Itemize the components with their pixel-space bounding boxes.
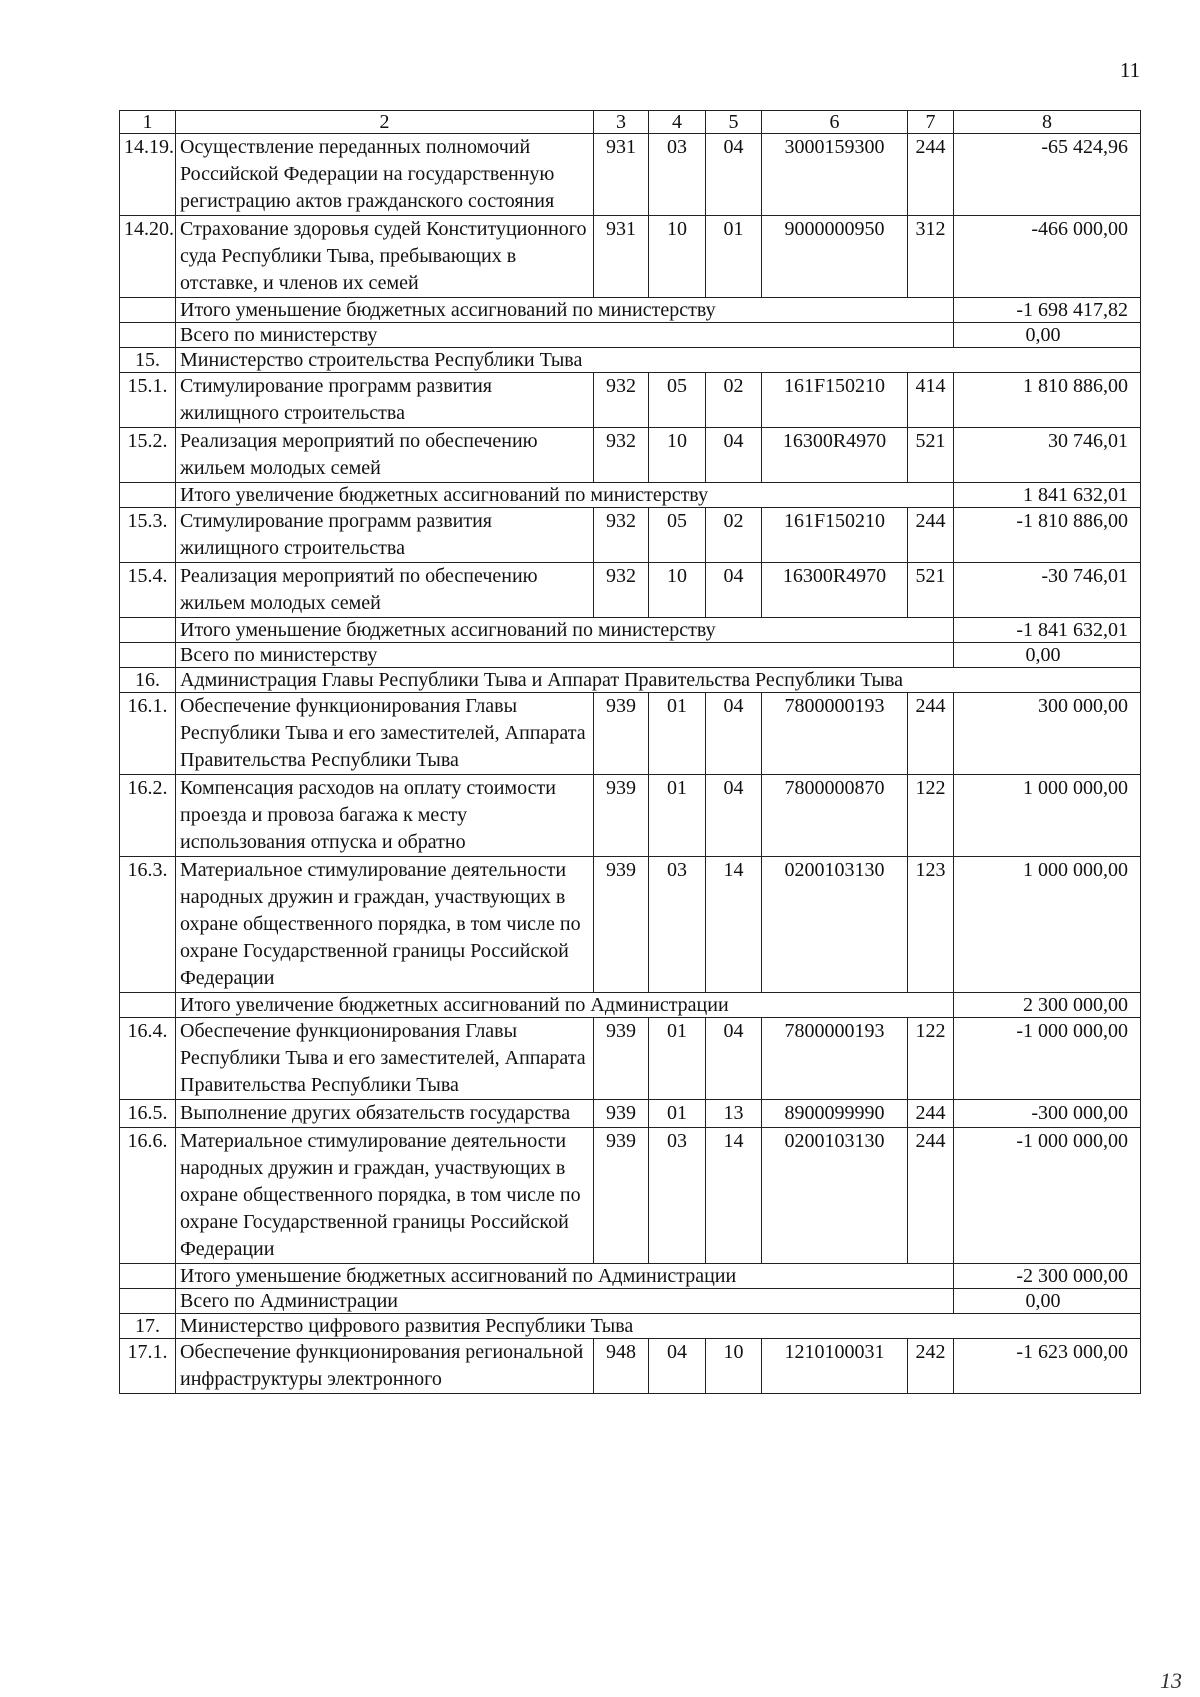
- section-number: 15.: [120, 348, 176, 373]
- table-row: [120, 1339, 1141, 1394]
- table-row: [120, 857, 1141, 993]
- row-code-4: 03: [649, 1128, 706, 1264]
- section-row: [120, 668, 1141, 693]
- row-code-3: 939: [594, 693, 649, 775]
- row-code-4: 01: [649, 693, 706, 775]
- summary-amount: 1 841 632,01: [954, 483, 1141, 508]
- row-amount: -1 000 000,00: [954, 1018, 1141, 1100]
- row-description: Стимулирование программ развития жилищного строительства: [176, 508, 594, 563]
- row-description: Стимулирование программ развития жилищного строительства: [176, 373, 594, 428]
- row-number: [120, 643, 176, 668]
- row-code-5: 02: [706, 373, 762, 428]
- header-cell: 2: [176, 111, 594, 134]
- table-row: [120, 1018, 1141, 1100]
- row-description: Обеспечение функционирования Главы Республики Тыва и его заместителей, Аппарата Правительства Республики Тыва: [176, 693, 594, 775]
- table-row: [120, 373, 1141, 428]
- table-row: [120, 775, 1141, 857]
- row-description: Материальное стимулирование деятельности народных дружин и граждан, участвующих в охране общественного порядка, в том числе по охране Государственной границы Российской Федерации: [176, 1128, 594, 1264]
- section-row: [120, 348, 1141, 373]
- summary-label: Итого увеличение бюджетных ассигнований по Администрации: [176, 993, 954, 1018]
- header-cell: 8: [954, 111, 1141, 134]
- row-code-6: 1210100031: [762, 1339, 908, 1394]
- row-number: 15.3.: [120, 508, 176, 563]
- row-amount: 1 000 000,00: [954, 857, 1141, 993]
- row-code-3: 939: [594, 1128, 649, 1264]
- row-code-7: 521: [908, 563, 954, 618]
- row-amount: -466 000,00: [954, 216, 1141, 298]
- row-code-3: 932: [594, 428, 649, 483]
- row-number: 17.1.: [120, 1339, 176, 1394]
- row-amount: -300 000,00: [954, 1100, 1141, 1128]
- section-number: 17.: [120, 1314, 176, 1339]
- row-code-5: 04: [706, 134, 762, 216]
- row-code-6: 161F150210: [762, 373, 908, 428]
- section-title: Министерство строительства Республики Тыва: [176, 348, 1141, 373]
- row-code-6: 7800000193: [762, 693, 908, 775]
- table-row: [120, 563, 1141, 618]
- row-code-7: 244: [908, 134, 954, 216]
- row-code-6: 9000000950: [762, 216, 908, 298]
- row-code-3: 939: [594, 857, 649, 993]
- row-code-6: 8900099990: [762, 1100, 908, 1128]
- row-amount: 1 000 000,00: [954, 775, 1141, 857]
- header-cell: 3: [594, 111, 649, 134]
- row-code-4: 10: [649, 563, 706, 618]
- row-amount: -1 623 000,00: [954, 1339, 1141, 1394]
- summary-label: Итого увеличение бюджетных ассигнований по министерству: [176, 483, 954, 508]
- row-description: Осуществление переданных полномочий Российской Федерации на государственную регистрацию актов гражданского состояния: [176, 134, 594, 216]
- header-cell: 4: [649, 111, 706, 134]
- row-code-3: 932: [594, 563, 649, 618]
- row-description: Компенсация расходов на оплату стоимости проезда и провоза багажа к месту использования отпуска и обратно: [176, 775, 594, 857]
- row-code-5: 04: [706, 563, 762, 618]
- row-code-3: 939: [594, 1018, 649, 1100]
- summary-row: [120, 298, 1141, 323]
- row-code-4: 01: [649, 1100, 706, 1128]
- table-row: [120, 216, 1141, 298]
- header-cell: 6: [762, 111, 908, 134]
- row-number: 16.6.: [120, 1128, 176, 1264]
- row-code-7: 122: [908, 1018, 954, 1100]
- header-cell: 5: [706, 111, 762, 134]
- row-code-3: 939: [594, 1100, 649, 1128]
- row-description: Реализация мероприятий по обеспечению жильем молодых семей: [176, 428, 594, 483]
- row-amount: -65 424,96: [954, 134, 1141, 216]
- row-number: [120, 1264, 176, 1289]
- summary-label: Итого уменьшение бюджетных ассигнований по министерству: [176, 298, 954, 323]
- summary-label: Всего по Администрации: [176, 1289, 954, 1314]
- row-number: 16.1.: [120, 693, 176, 775]
- row-number: [120, 1289, 176, 1314]
- header-row: [120, 111, 1141, 134]
- row-code-6: 7800000870: [762, 775, 908, 857]
- row-code-4: 03: [649, 134, 706, 216]
- table-row: [120, 508, 1141, 563]
- row-code-3: 931: [594, 216, 649, 298]
- row-code-7: 244: [908, 1128, 954, 1264]
- row-code-7: 244: [908, 508, 954, 563]
- row-code-4: 04: [649, 1339, 706, 1394]
- row-number: 16.3.: [120, 857, 176, 993]
- row-amount: 300 000,00: [954, 693, 1141, 775]
- row-code-3: 932: [594, 508, 649, 563]
- row-description: Реализация мероприятий по обеспечению жильем молодых семей: [176, 563, 594, 618]
- row-description: Выполнение других обязательств государства: [176, 1100, 594, 1128]
- row-number: 14.19.: [120, 134, 176, 216]
- row-amount: 1 810 886,00: [954, 373, 1141, 428]
- row-description: Обеспечение функционирования Главы Республики Тыва и его заместителей, Аппарата Правительства Республики Тыва: [176, 1018, 594, 1100]
- row-code-5: 04: [706, 1018, 762, 1100]
- row-code-6: 3000159300: [762, 134, 908, 216]
- summary-label: Итого уменьшение бюджетных ассигнований по министерству: [176, 618, 954, 643]
- summary-label: Итого уменьшение бюджетных ассигнований по Администрации: [176, 1264, 954, 1289]
- row-number: [120, 483, 176, 508]
- row-code-4: 10: [649, 216, 706, 298]
- summary-row: [120, 643, 1141, 668]
- row-number: [120, 618, 176, 643]
- row-code-5: 01: [706, 216, 762, 298]
- summary-amount: -1 698 417,82: [954, 298, 1141, 323]
- summary-row: [120, 993, 1141, 1018]
- summary-row: [120, 323, 1141, 348]
- row-code-7: 244: [908, 693, 954, 775]
- corner-mark: 13: [1160, 1668, 1182, 1693]
- budget-table: [119, 110, 1141, 1394]
- row-code-3: 931: [594, 134, 649, 216]
- row-code-5: 04: [706, 428, 762, 483]
- row-code-3: 932: [594, 373, 649, 428]
- summary-row: [120, 618, 1141, 643]
- row-code-3: 948: [594, 1339, 649, 1394]
- section-row: [120, 1314, 1141, 1339]
- row-number: 15.1.: [120, 373, 176, 428]
- row-code-5: 13: [706, 1100, 762, 1128]
- row-code-7: 244: [908, 1100, 954, 1128]
- row-number: 16.5.: [120, 1100, 176, 1128]
- header-cell: 1: [120, 111, 176, 134]
- row-code-5: 14: [706, 1128, 762, 1264]
- row-code-4: 10: [649, 428, 706, 483]
- row-code-4: 05: [649, 373, 706, 428]
- table-row: [120, 1100, 1141, 1128]
- summary-amount: 0,00: [954, 1289, 1141, 1314]
- row-code-5: 10: [706, 1339, 762, 1394]
- section-number: 16.: [120, 668, 176, 693]
- row-code-5: 04: [706, 775, 762, 857]
- row-code-7: 123: [908, 857, 954, 993]
- row-number: 15.4.: [120, 563, 176, 618]
- row-code-6: 161F150210: [762, 508, 908, 563]
- row-amount: -1 810 886,00: [954, 508, 1141, 563]
- row-code-4: 01: [649, 775, 706, 857]
- summary-amount: 0,00: [954, 323, 1141, 348]
- row-code-7: 312: [908, 216, 954, 298]
- row-description: Материальное стимулирование деятельности народных дружин и граждан, участвующих в охране общественного порядка, в том числе по охране Государственной границы Российской Федерации: [176, 857, 594, 993]
- table-row: [120, 134, 1141, 216]
- row-code-7: 242: [908, 1339, 954, 1394]
- row-code-5: 02: [706, 508, 762, 563]
- summary-amount: -2 300 000,00: [954, 1264, 1141, 1289]
- row-code-7: 122: [908, 775, 954, 857]
- row-description: Страхование здоровья судей Конституционного суда Республики Тыва, пребывающих в отставке, и членов их семей: [176, 216, 594, 298]
- row-code-5: 14: [706, 857, 762, 993]
- page-number: 11: [1119, 58, 1141, 82]
- summary-row: [120, 483, 1141, 508]
- row-number: [120, 298, 176, 323]
- row-amount: -30 746,01: [954, 563, 1141, 618]
- row-code-3: 939: [594, 775, 649, 857]
- summary-amount: 2 300 000,00: [954, 993, 1141, 1018]
- row-code-6: 0200103130: [762, 1128, 908, 1264]
- section-title: Министерство цифрового развития Республики Тыва: [176, 1314, 1141, 1339]
- row-number: [120, 993, 176, 1018]
- row-code-4: 01: [649, 1018, 706, 1100]
- row-number: 16.2.: [120, 775, 176, 857]
- row-number: 15.2.: [120, 428, 176, 483]
- row-number: [120, 323, 176, 348]
- row-code-6: 7800000193: [762, 1018, 908, 1100]
- summary-amount: 0,00: [954, 643, 1141, 668]
- row-code-5: 04: [706, 693, 762, 775]
- row-code-6: 16300R4970: [762, 428, 908, 483]
- row-number: 16.4.: [120, 1018, 176, 1100]
- table-row: [120, 693, 1141, 775]
- row-amount: 30 746,01: [954, 428, 1141, 483]
- row-code-6: 0200103130: [762, 857, 908, 993]
- row-description: Обеспечение функционирования региональной инфраструктуры электронного: [176, 1339, 594, 1394]
- table-body: [120, 111, 1141, 1394]
- summary-label: Всего по министерству: [176, 643, 954, 668]
- row-code-7: 521: [908, 428, 954, 483]
- summary-amount: -1 841 632,01: [954, 618, 1141, 643]
- table-row: [120, 428, 1141, 483]
- summary-label: Всего по министерству: [176, 323, 954, 348]
- row-number: 14.20.: [120, 216, 176, 298]
- summary-row: [120, 1289, 1141, 1314]
- row-amount: -1 000 000,00: [954, 1128, 1141, 1264]
- header-cell: 7: [908, 111, 954, 134]
- section-title: Администрация Главы Республики Тыва и Аппарат Правительства Республики Тыва: [176, 668, 1141, 693]
- table-row: [120, 1128, 1141, 1264]
- row-code-6: 16300R4970: [762, 563, 908, 618]
- row-code-4: 05: [649, 508, 706, 563]
- row-code-4: 03: [649, 857, 706, 993]
- summary-row: [120, 1264, 1141, 1289]
- row-code-7: 414: [908, 373, 954, 428]
